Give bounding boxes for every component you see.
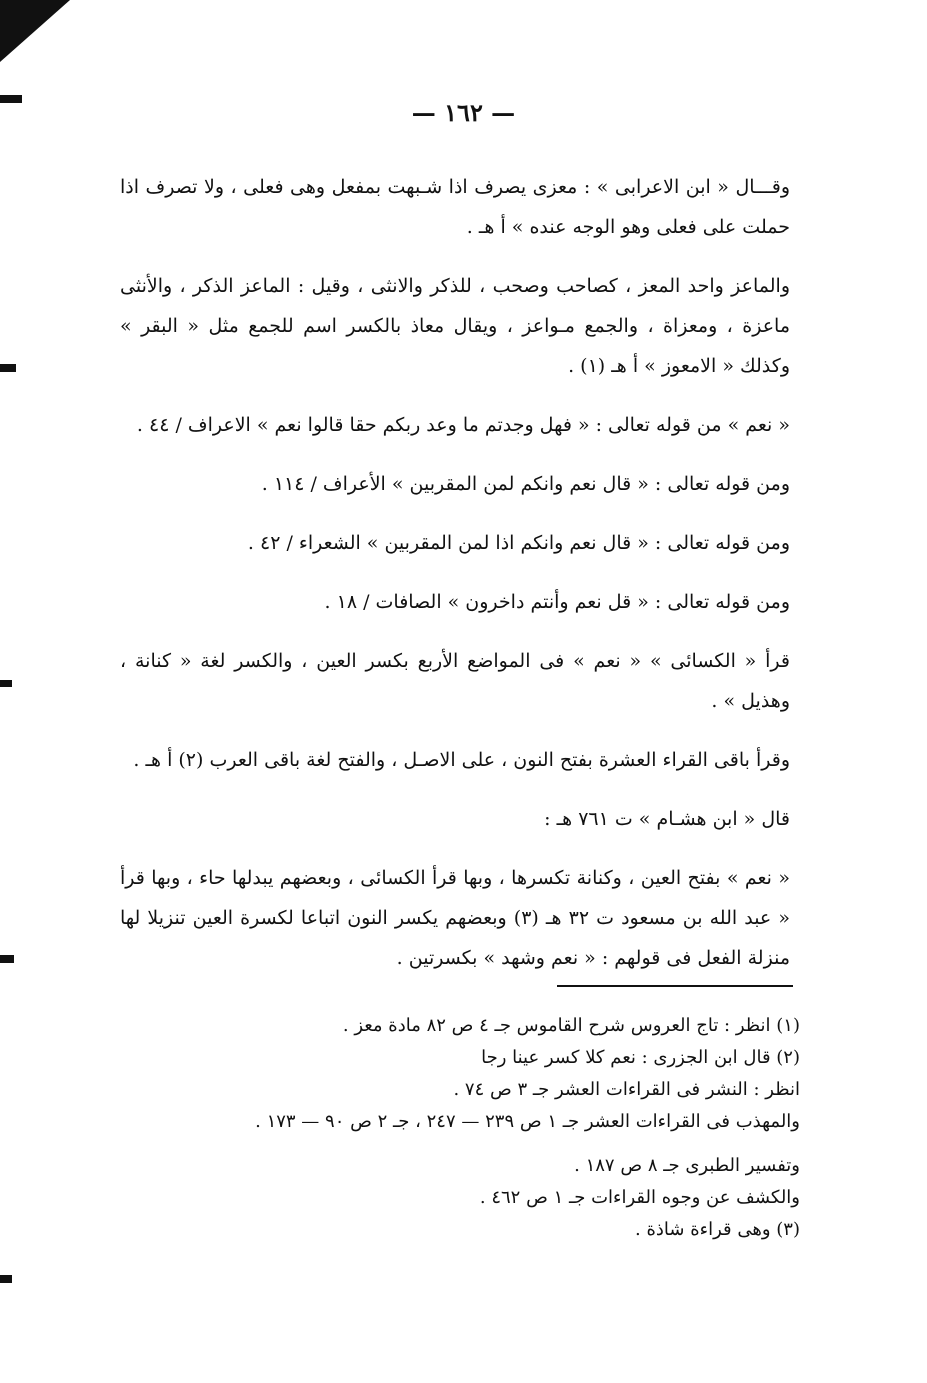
paragraph: قرأ « الكسائى » « نعم » فى المواضع الأربع بكسر العين ، والكسر لغة « كنانة ، وهذيل » . — [120, 650, 790, 712]
paragraph: « نعم » من قوله تعالى : « فهل وجدتم ما وعد ربكم حقا قالوا نعم » الاعراف / ٤٤ . — [136, 414, 790, 436]
footnote: والكشف عن وجوه القراءات جـ ١ ص ٤٦٢ . — [479, 1187, 800, 1208]
paragraph: قال « ابن هشـام » ت ٧٦١ هـ : — [544, 808, 790, 830]
paragraph: « نعم » بفتح العين ، وكنانة تكسرها ، وبها قرأ الكسائى ، وبعضهم يبدلها حاء ، وبها قرأ « عبد الله بن مسعود ت ٣٢ هـ (٣) وبعضهم يكسر النون اتباعا لكسرة العين تنزيلا لها منزلة الفعل فى قولهم : « نعم وشهد » بكسرتين . — [120, 867, 790, 969]
paragraph: ومن قوله تعالى : « قل نعم وأنتم داخرون » الصافات / ١٨ . — [324, 591, 790, 613]
scan-edge-mark — [0, 955, 14, 963]
paragraph: ومن قوله تعالى : « قال نعم وانكم اذا لمن المقربين » الشعراء / ٤٢ . — [247, 532, 790, 554]
paragraph: وقرأ باقى القراء العشرة بفتح النون ، على الاصـل ، والفتح لغة باقى العرب (٢) أ هـ . — [133, 749, 790, 771]
paragraph: ومن قوله تعالى : « قال نعم وانكم لمن المقربين » الأعراف / ١١٤ . — [261, 473, 790, 495]
footnote: انظر : النشر فى القراءات العشر جـ ٣ ص ٧٤ . — [453, 1079, 800, 1100]
footnote: (٣) وهى قراءة شاذة . — [635, 1219, 800, 1240]
scan-edge-mark — [0, 364, 16, 372]
footnote-separator — [557, 985, 793, 987]
paragraph: وقـــال « ابن الاعرابى » : معزى يصرف اذا شـبهت بمفعل وهى فعلى ، ولا تصرف اذا حملت على فعلى وهو الوجه عنده » أ هـ . — [120, 176, 790, 238]
footnotes — [120, 1010, 800, 1246]
page-number: — ١٦٢ — — [411, 98, 516, 127]
scan-edge-mark — [0, 680, 12, 687]
footnote: والمهذب فى القراءات العشر جـ ١ ص ٢٣٩ — ٢٤٧ ، جـ ٢ ص ٩٠ — ١٧٣ . — [255, 1111, 800, 1132]
paragraph: والماعز واحد المعز ، كصاحب وصحب ، للذكر والانثى ، وقيل : الماعز الذكر ، والأنثى ماعزة ، ومعزاة ، والجمع مـواعز ، ويقال معاذ بالكسر اسم للجمع مثل « البقر » وكذلك « الامعوز » أ هـ (١) . — [120, 275, 790, 377]
footnote: (١) انظر : تاج العروس شرح القاموس جـ ٤ ص ٨٢ مادة معز . — [342, 1015, 800, 1036]
footnote: وتفسير الطبرى جـ ٨ ص ١٨٧ . — [574, 1155, 800, 1176]
main-text — [120, 148, 790, 988]
scan-corner-mark — [0, 0, 70, 62]
footnote: (٢) قال ابن الجزرى : نعم كلا كسر عينا رجا — [481, 1047, 800, 1068]
scan-edge-mark — [0, 1275, 12, 1283]
